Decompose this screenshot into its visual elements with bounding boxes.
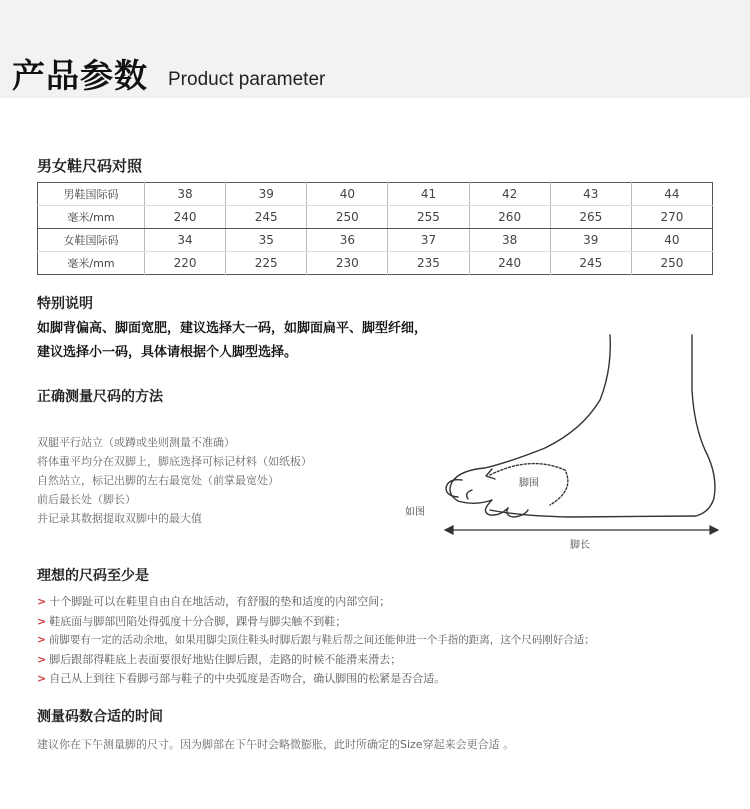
list-item: [37, 651, 401, 667]
table-cell: 39: [550, 229, 631, 252]
list-item-text: 脚后跟部得鞋底上表面要很好地贴住脚后跟，走路的时候不能滑来滑去；: [49, 653, 402, 666]
table-row: [38, 206, 713, 229]
table-cell: 235: [388, 252, 469, 275]
page-title: 产品参数: [12, 56, 148, 95]
foot-outline: [490, 335, 715, 517]
list-item-text: 鞋底面与脚部凹陷处得弧度十分合脚，踝骨与脚尖触不到鞋；: [49, 615, 347, 628]
special-note-line: 建议选择小一码，具体请根据个人脚型选择。: [37, 345, 298, 360]
measure-step: 自然站立，标记出脚的左右最宽处（前掌最宽处）: [37, 474, 279, 487]
bullet-arrow-icon: >: [37, 615, 47, 628]
instep-line: [485, 335, 610, 468]
list-item-text: 十个脚趾可以在鞋里自由自在地活动，有舒服的垫和适度的内部空间；: [49, 595, 391, 608]
table-cell: 245: [226, 206, 307, 229]
size-table: [37, 182, 713, 275]
list-item-text: 自己从上到往下看脚弓部与鞋子的中央弧度是否吻合，确认脚围的松紧是否合适。: [49, 672, 446, 685]
row-header: 女鞋国际码: [38, 229, 145, 252]
list-item-text: 前脚要有一定的活动余地，如果用脚尖顶住鞋头时脚后跟与鞋后帮之间还能伸进一个手指的距离，这个尺码刚好合适；: [48, 634, 595, 646]
table-cell: 39: [226, 183, 307, 206]
table-cell: 40: [631, 229, 712, 252]
table-cell: 260: [469, 206, 550, 229]
row-header: 毫米/mm: [38, 206, 145, 229]
table-cell: 38: [469, 229, 550, 252]
table-cell: 34: [145, 229, 226, 252]
list-item: [37, 670, 445, 686]
row-header: 毫米/mm: [67, 257, 115, 270]
girth-label: 脚围: [519, 478, 539, 489]
length-label: 脚长: [570, 540, 590, 551]
special-note-title: 特别说明: [37, 296, 93, 312]
page-subtitle: Product parameter: [168, 69, 326, 90]
arrow-left-icon: [445, 526, 453, 534]
foot-diagram: [400, 330, 730, 555]
bullet-arrow-icon: >: [37, 595, 47, 608]
measure-step: 并记录其数据提取双脚中的最大值: [37, 512, 202, 525]
table-cell: 41: [388, 183, 469, 206]
table-row: [38, 229, 713, 252]
table-cell: 36: [307, 229, 388, 252]
table-cell: 230: [307, 252, 388, 275]
table-cell: 240: [469, 252, 550, 275]
table-row: [38, 183, 713, 206]
list-item: [37, 613, 346, 629]
table-row: [38, 252, 713, 275]
bullet-arrow-icon: >: [37, 653, 47, 666]
special-note-line: 如脚背偏高、脚面宽肥，建议选择大一码，如脚面扁平、脚型纤细，: [37, 321, 428, 336]
ideal-title: 理想的尺码至少是: [37, 568, 149, 584]
measure-step: 将体重平均分在双脚上，脚底选择可标记材料（如纸板）: [37, 455, 312, 468]
table-cell: 35: [226, 229, 307, 252]
table-cell: 245: [550, 252, 631, 275]
table-cell: 265: [550, 206, 631, 229]
table-cell: 240: [145, 206, 226, 229]
measure-step: 前后最长处（脚长）: [37, 493, 136, 506]
shape-label: 如图: [405, 507, 425, 518]
table-cell: 220: [145, 252, 226, 275]
measure-step: 双腿平行站立（或蹲或坐则测量不准确）: [37, 436, 235, 449]
table-cell: 40: [307, 183, 388, 206]
arrow-right-icon: [710, 526, 718, 534]
toe: [446, 480, 462, 497]
table-cell: 225: [226, 252, 307, 275]
best-time-text: 建议你在下午测量脚的尺寸。因为脚部在下午时会略微膨胀，此时所确定的Size穿起来会更合适 。: [37, 738, 515, 751]
table-cell: 255: [388, 206, 469, 229]
bullet-arrow-icon: >: [37, 672, 47, 685]
toenail: [467, 490, 472, 499]
bullet-arrow-icon: >: [37, 634, 46, 646]
list-item: [37, 632, 595, 647]
measure-title: 正确测量尺码的方法: [37, 389, 163, 405]
list-item: [37, 593, 390, 609]
toe: [450, 468, 492, 503]
table-cell: 43: [550, 183, 631, 206]
row-header: 男鞋国际码: [38, 183, 145, 206]
table-cell: 42: [469, 183, 550, 206]
table-cell: 250: [307, 206, 388, 229]
page-header: [0, 0, 750, 98]
size-chart-title: 男女鞋尺码对照: [37, 157, 143, 175]
table-cell: 37: [388, 229, 469, 252]
table-cell: 270: [631, 206, 712, 229]
table-cell: 250: [631, 252, 712, 275]
best-time-title: 测量码数合适的时间: [37, 709, 163, 725]
table-cell: 44: [631, 183, 712, 206]
table-cell: 38: [145, 183, 226, 206]
